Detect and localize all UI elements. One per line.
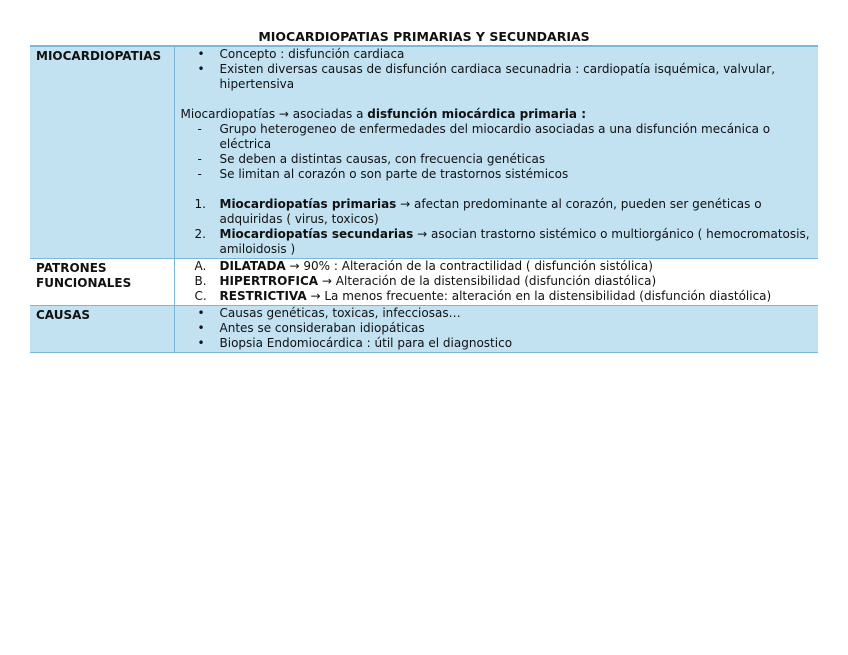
lettered-list-patterns	[181, 259, 813, 304]
list-item: • Biopsia Endomiocárdica : útil para el diagnostico	[197, 336, 513, 350]
bullet-marker: •	[197, 62, 205, 76]
list-item: C. RESTRICTIVA → La menos frecuente: alteración en la distensibilidad (disfunción diastólica)	[194, 289, 772, 303]
dash-list-definition	[181, 122, 813, 182]
bullet-marker: •	[197, 321, 205, 335]
list-item: • Causas genéticas, toxicas, infecciosas…	[197, 306, 461, 320]
table-row-causas	[30, 306, 818, 353]
letter-marker: C.	[194, 289, 207, 303]
summary-table	[30, 45, 818, 353]
letter-marker: A.	[194, 259, 207, 273]
numbered-list-types	[181, 197, 813, 257]
letter-marker: B.	[194, 274, 207, 288]
table-row-patrones	[30, 259, 818, 306]
list-item: A. DILATADA → 90% : Alteración de la contractilidad ( disfunción sistólica)	[194, 259, 653, 273]
bullet-marker: •	[197, 306, 205, 320]
bullet-marker: •	[197, 47, 205, 61]
document-title: MIOCARDIOPATIAS PRIMARIAS Y SECUNDARIAS	[258, 29, 590, 44]
list-item: 1. Miocardiopatías primarias → afectan predominante al corazón, pueden ser genéticas o adquiridas ( virus, toxicos)	[194, 197, 762, 226]
dash-marker: -	[197, 152, 202, 166]
list-item: • Antes se consideraban idiopáticas	[197, 321, 425, 335]
bullet-marker: •	[197, 336, 205, 350]
list-item: - Se deben a distintas causas, con frecuencia genéticas	[197, 152, 546, 166]
list-item: - Se limitan al corazón o son parte de trastornos sistémicos	[197, 167, 569, 181]
intro-line: Miocardiopatías → asociadas a disfunción miocárdica primaria :	[180, 107, 586, 121]
table-row-miocardiopatias	[30, 46, 818, 259]
row-label-miocardiopatias: MIOCARDIOPATIAS	[30, 46, 174, 259]
row-content-miocardiopatias	[174, 46, 818, 259]
list-item: • Concepto : disfunción cardiaca	[197, 47, 405, 61]
list-item: 2. Miocardiopatías secundarias → asocian trastorno sistémico o multiorgánico ( hemocromatosis, amiloidosis )	[194, 227, 810, 256]
row-content-patrones	[174, 259, 818, 306]
row-content-causas	[174, 306, 818, 353]
list-item: • Existen diversas causas de disfunción cardiaca secunadria : cardiopatía isquémica, valvular, hipertensiva	[197, 62, 776, 91]
row-label-patrones: PATRONES FUNCIONALES	[30, 259, 174, 306]
dash-marker: -	[197, 122, 202, 136]
number-marker: 1.	[194, 197, 206, 211]
list-item: - Grupo heterogeneo de enfermedades del miocardio asociadas a una disfunción mecánica o eléctrica	[197, 122, 771, 151]
list-item: B. HIPERTROFICA → Alteración de la distensibilidad (disfunción diastólica)	[194, 274, 657, 288]
dash-marker: -	[197, 167, 202, 181]
document-page	[30, 29, 818, 353]
number-marker: 2.	[194, 227, 206, 241]
bullet-list-causes	[181, 306, 813, 351]
row-label-causas: CAUSAS	[30, 306, 174, 353]
bullet-list-concept	[181, 47, 813, 92]
